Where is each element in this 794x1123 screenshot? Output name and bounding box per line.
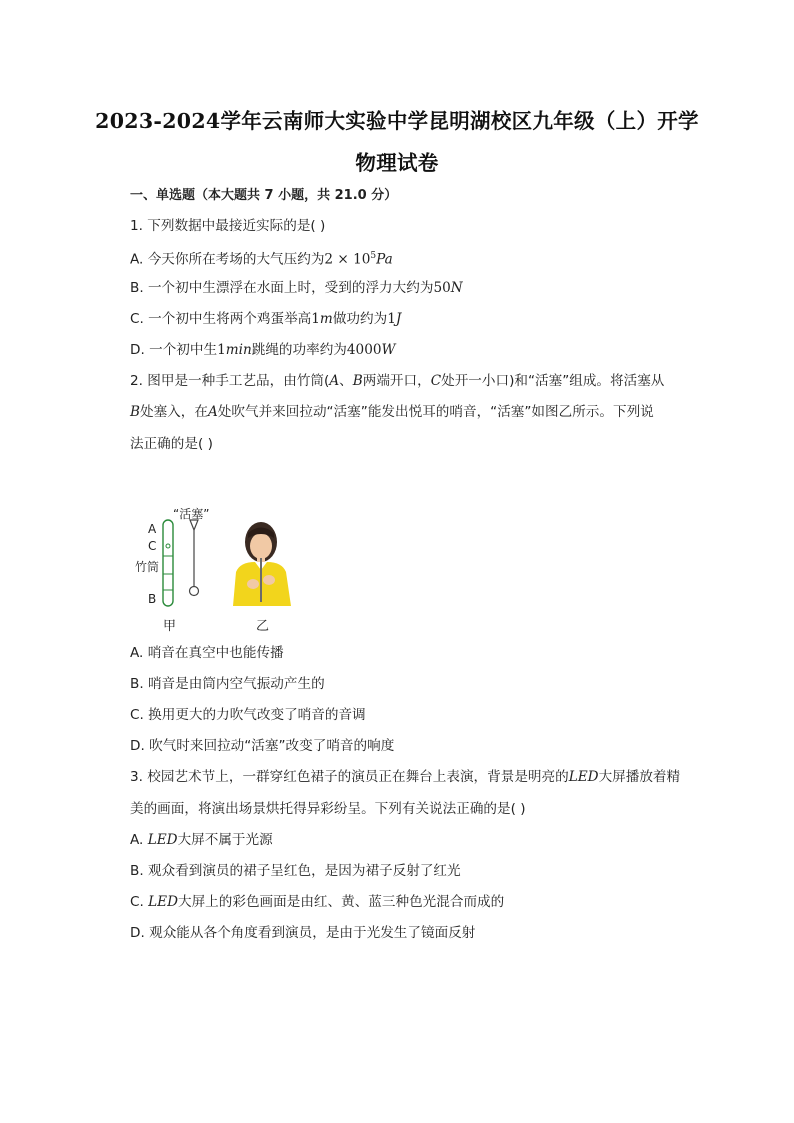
- exam-title-line-2: 物理试卷: [355, 151, 439, 175]
- q1-stem: 1. 下列数据中最接近实际的是( ): [130, 218, 326, 234]
- q2-stem-text: 两端开口，: [362, 373, 431, 389]
- fig-caption-jia: 甲: [163, 619, 177, 634]
- q1-option-c-text-2: 做功约为: [332, 311, 388, 327]
- bamboo-tube-shape: [163, 520, 173, 606]
- q3-stem-text: 3. 校园艺术节上，一群穿红色裙子的演员正在舞台上表演，背景是明亮的: [130, 769, 569, 785]
- q1-option-a-value: 2 × 10: [324, 251, 371, 268]
- q2-var-b: B: [352, 373, 363, 389]
- q1-option-a-exponent: 5: [370, 251, 377, 261]
- q1-option-b-value: 50: [433, 280, 451, 296]
- q1-option-d-text-1: D. 一个初中生: [130, 342, 218, 358]
- q3-option-c-text: 大屏上的彩色画面是由红、黄、蓝三种色光混合而成的: [178, 894, 505, 910]
- q2-option-d: D. 吹气时来回拉动“活塞”改变了哨音的响度: [130, 738, 395, 754]
- q2-stem-line-3: 法正确的是( ): [130, 436, 213, 452]
- q1-option-b-unit: N: [450, 280, 463, 296]
- q3-option-a-text: 大屏不属于光源: [177, 832, 273, 848]
- q1-option-d-value-2: 4000: [346, 342, 382, 358]
- q1-option-c-value-1: 1: [311, 311, 320, 327]
- q2-figure: [130, 506, 300, 636]
- q3-led: LED: [147, 832, 178, 848]
- fig-caption-yi: 乙: [256, 619, 270, 634]
- q3-led: LED: [148, 894, 178, 910]
- q3-stem-text: 大屏播放着精: [598, 769, 681, 785]
- q2-stem-text: 、: [339, 373, 353, 389]
- q2-stem-line-2: [130, 402, 654, 422]
- q3-option-a-prefix: A.: [130, 832, 148, 848]
- q3-option-d: D. 观众能从各个角度看到演员，是由于光发生了镜面反射: [130, 925, 476, 941]
- tube-hole-c: [166, 544, 170, 548]
- q1-option-d-unit-1: min: [225, 342, 252, 358]
- q3-option-c-prefix: C.: [130, 894, 149, 910]
- q1-option-a: [130, 246, 393, 270]
- q1-option-c-unit-1: m: [319, 311, 333, 327]
- q1-option-c: [130, 309, 401, 329]
- section-heading: 一、单选题（本大题共 7 小题，共 21.0 分）: [130, 188, 398, 203]
- fig-label-a: A: [148, 522, 157, 536]
- q2-option-b: B. 哨音是由筒内空气振动产生的: [130, 676, 325, 692]
- fig-label-b: B: [148, 592, 157, 606]
- piston-ring: [190, 587, 199, 596]
- q2-var-c: C: [430, 373, 442, 389]
- girl-playing-whistle-photo: [233, 522, 291, 606]
- q3-stem-line-2: 美的画面，将演出场景烘托得异彩纷呈。下列有关说法正确的是( ): [130, 801, 526, 817]
- q2-stem-line-1: [130, 371, 664, 391]
- q2-stem-text: 2. 图甲是一种手工艺品，由竹筒(: [130, 373, 330, 389]
- fig-label-c: C: [148, 539, 157, 553]
- fig-label-tube: 竹筒: [135, 560, 160, 574]
- q1-option-c-value-2: 1: [387, 311, 396, 327]
- q2-option-c: C. 换用更大的力吹气改变了哨音的音调: [130, 707, 366, 723]
- q1-option-a-text: A. 今天你所在考场的大气压约为: [130, 251, 325, 268]
- q1-option-d: [130, 340, 395, 360]
- q1-option-a-unit: Pa: [376, 251, 393, 268]
- q2-stem-text: 处吹气并来回拉动“活塞”能发出悦耳的哨音，“活塞”如图乙所示。下列说: [217, 404, 654, 420]
- q1-option-c-text-1: C. 一个初中生将两个鸡蛋举高: [130, 311, 312, 327]
- q3-option-c: [130, 892, 504, 912]
- q3-option-a: [130, 830, 273, 850]
- q1-option-d-unit-2: W: [381, 342, 396, 358]
- q1-option-d-value-1: 1: [217, 342, 226, 358]
- q2-var-b: B: [130, 404, 140, 420]
- q3-led: LED: [568, 769, 599, 785]
- q1-option-d-text-2: 跳绳的功率约为: [251, 342, 347, 358]
- q3-stem-line-1: [130, 767, 680, 787]
- q2-var-a: A: [207, 404, 218, 420]
- q1-option-c-unit-2: J: [395, 311, 402, 327]
- q3-option-b: B. 观众看到演员的裙子呈红色，是因为裙子反射了红光: [130, 863, 461, 879]
- q2-option-a: A. 哨音在真空中也能传播: [130, 645, 284, 661]
- q2-stem-text: 处塞入，在: [140, 404, 208, 420]
- q1-option-b-text: B. 一个初中生漂浮在水面上时，受到的浮力大约为: [130, 280, 434, 296]
- q2-var-a: A: [329, 373, 340, 389]
- q2-stem-text: 处开一小口)和“活塞”组成。将活塞从: [441, 373, 665, 389]
- q1-option-b: [130, 278, 463, 298]
- fig-label-piston: “活塞”: [173, 507, 210, 521]
- piston-head-shape: [190, 520, 198, 530]
- exam-title-line-1: 2023-2024学年云南师大实验中学昆明湖校区九年级（上）开学: [95, 109, 699, 133]
